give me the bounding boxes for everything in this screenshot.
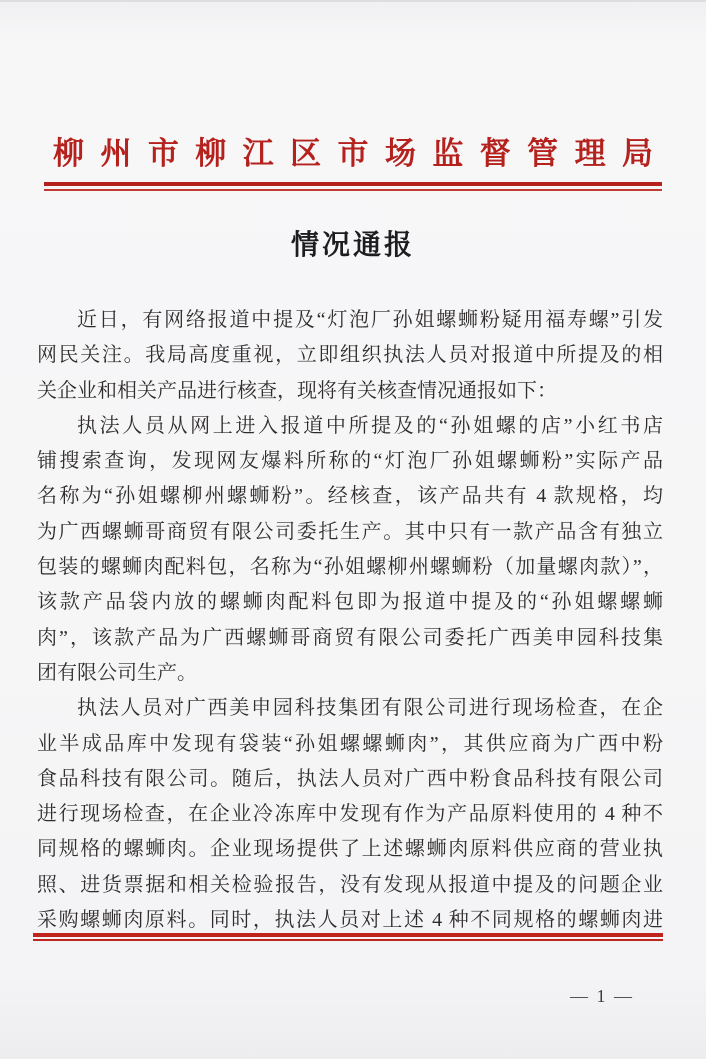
body-line: 团有限公司生产。: [37, 661, 197, 684]
body-line: 照、进货票据和相关检验报告，没有发现从报道中提及的问题企业: [37, 873, 663, 896]
body-line: 执法人员对广西美申园科技集团有限公司进行现场检查，在企: [77, 697, 663, 720]
body-line: 同规格的螺蛳肉。企业现场提供了上述螺蛳肉原料供应商的营业执: [37, 838, 663, 861]
bottom-double-rule: [33, 933, 663, 941]
body-line: 铺搜索查询，发现网友爆料所称的“灯泡厂孙姐螺蛳粉”实际产品: [37, 450, 663, 473]
body-line: 关企业和相关产品进行核查，现将有关核查情况通报如下：: [37, 379, 557, 402]
body-line: 进行现场检查，在企业冷冻库中发现有作为产品原料使用的 4 种不: [37, 803, 663, 826]
page-number: — 1 —: [570, 986, 634, 1006]
body-line: 网民关注。我局高度重视，立即组织执法人员对报道中所提及的相: [37, 344, 663, 367]
letterhead-rule-thick: [44, 182, 662, 186]
letterhead-double-rule: [44, 182, 662, 191]
body-line: 为广西螺蛳哥商贸有限公司委托生产。其中只有一款产品含有独立: [37, 520, 663, 543]
body-line: 名称为“孙姐螺柳州螺蛳粉”。经核查，该产品共有 4 款规格，均: [37, 485, 663, 508]
bottom-rule-thin: [33, 939, 663, 941]
body-line: 食品科技有限公司。随后，执法人员对广西中粉食品科技有限公司: [37, 767, 663, 790]
body-line: 该款产品袋内放的螺蛳肉配料包即为报道中提及的“孙姐螺螺蛳: [37, 591, 663, 614]
paragraph-2: [37, 409, 663, 691]
body-line: 采购螺蛳肉原料。同时，执法人员对上述 4 种不同规格的螺蛳肉进: [37, 909, 663, 932]
body-line: 近日，有网络报道中提及“灯泡厂孙姐螺蛳粉疑用福寿螺”引发: [77, 309, 663, 331]
document-title: 情况通报: [290, 230, 415, 261]
body-line: 业半成品库中发现有袋装“孙姐螺螺蛳肉”，其供应商为广西中粉: [37, 732, 663, 755]
letterhead-rule-thin: [44, 189, 662, 191]
paragraph-1: [37, 303, 663, 409]
body-line: 包装的螺蛳肉配料包，名称为“孙姐螺柳州螺蛳粉（加量螺肉款）”，: [37, 556, 663, 579]
paragraph-3: [37, 691, 663, 938]
body-line: 肉”，该款产品为广西螺蛳哥商贸有限公司委托广西美申园科技集: [37, 626, 663, 649]
body-line: 执法人员从网上进入报道中所提及的“孙姐螺的店”小红书店: [77, 414, 663, 437]
letterhead-org-title: 柳州市柳江区市场监督管理局: [53, 136, 653, 171]
document-body: [0, 303, 706, 938]
bottom-rule-thick: [33, 933, 663, 937]
